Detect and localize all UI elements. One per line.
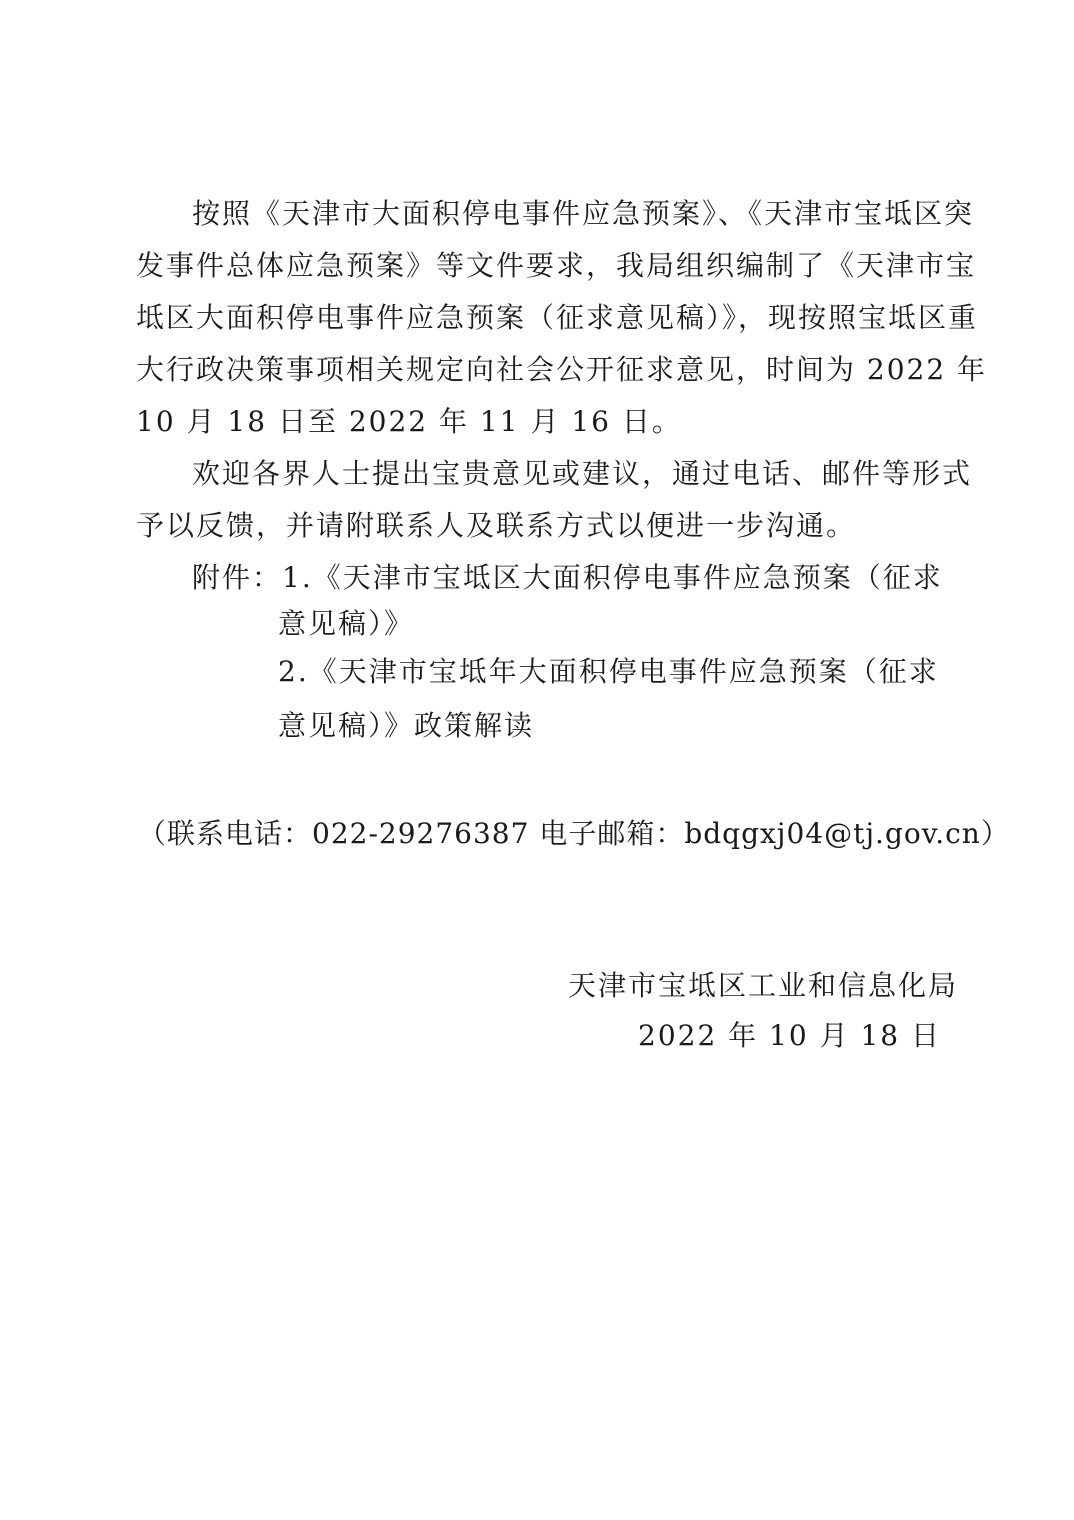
paragraph1-line2: 发事件总体应急预案》等文件要求，我局组织编制了《天津市宝 — [136, 249, 977, 282]
paragraph1-line1: 按照《天津市大面积停电事件应急预案》、《天津市宝坻区突 — [192, 197, 975, 230]
paragraph1-line4: 大行政决策事项相关规定向社会公开征求意见，时间为 2022 年 — [136, 353, 988, 386]
signature-organization: 天津市宝坻区工业和信息化局 — [568, 969, 959, 1002]
paragraph2-line1: 欢迎各界人士提出宝贵意见或建议，通过电话、邮件等形式 — [192, 457, 973, 490]
attachment-2-title: 2.《天津市宝坻年大面积停电事件应急预案（征求 — [278, 655, 939, 688]
attachment-2-title-cont: 意见稿）》政策解读 — [278, 709, 535, 742]
contact-info: （联系电话：022-29276387 电子邮箱：bdqgxj04@tj.gov.cn） — [138, 817, 1010, 850]
signature-date: 2022 年 10 月 18 日 — [638, 1019, 942, 1052]
paragraph1-line5: 10 月 18 日至 2022 年 11 月 16 日。 — [136, 405, 682, 438]
attachments-block — [192, 552, 943, 604]
paragraph1-line3: 坻区大面积停电事件应急预案（征求意见稿）》，现按照宝坻区重 — [136, 301, 979, 334]
attachments-label: 附件： — [192, 561, 283, 594]
paragraph2-line2: 予以反馈，并请附联系人及联系方式以便进一步沟通。 — [136, 509, 857, 542]
attachment-1-title-cont: 意见稿）》 — [278, 607, 415, 640]
attachment-1-title: 1.《天津市宝坻区大面积停电事件应急预案（征求 — [282, 561, 943, 594]
